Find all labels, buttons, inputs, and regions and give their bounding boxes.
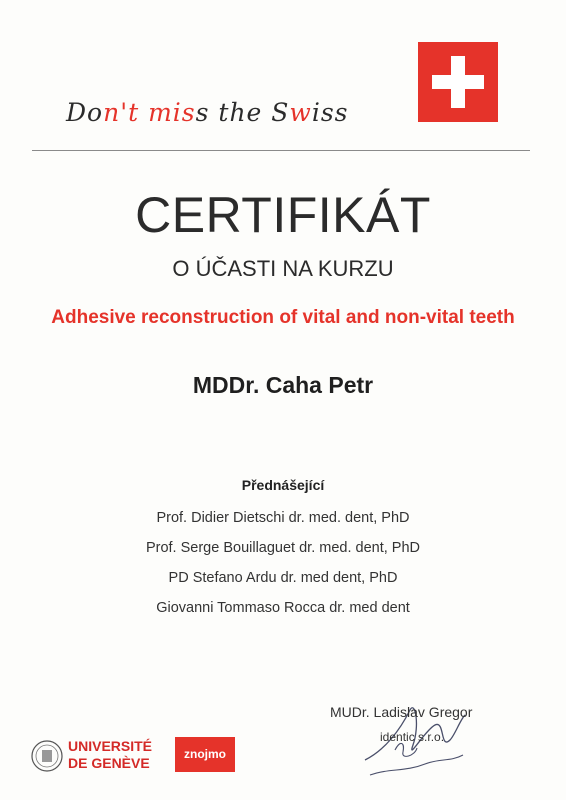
lecturers-heading: Přednášející [241, 477, 325, 493]
header-divider [32, 150, 530, 151]
flag-cross-horizontal [432, 75, 484, 89]
signatory-name: MUDr. Ladislav Gregor [330, 704, 473, 720]
slogan: Don't miss the Swiss [66, 98, 349, 127]
lecturers-list [0, 509, 566, 629]
lecturer-item: Prof. Didier Dietschi dr. med. dent, PhD [156, 510, 410, 526]
course-title: Adhesive reconstruction of vital and non-vital teeth [51, 307, 515, 328]
lecturer-item: Prof. Serge Bouillaguet dr. med. dent, PhD [145, 540, 421, 556]
swiss-flag-icon [418, 42, 498, 122]
university-seal-icon [31, 740, 63, 772]
certificate-title: CERTIFIKÁT [135, 187, 431, 243]
signatory-company: identic s.r.o. [380, 730, 445, 744]
lecturer-item: PD Stefano Ardu dr. med dent, PhD [168, 570, 398, 586]
certificate-subtitle: O ÚČASTI NA KURZU [172, 256, 394, 281]
partner-logo: znojmo [175, 737, 235, 772]
university-logo: UNIVERSITÉ DE GENÈVE [68, 738, 153, 771]
participant-name: MDDr. Caha Petr [192, 372, 374, 398]
lecturer-item: Giovanni Tommaso Rocca dr. med dent [156, 600, 410, 616]
